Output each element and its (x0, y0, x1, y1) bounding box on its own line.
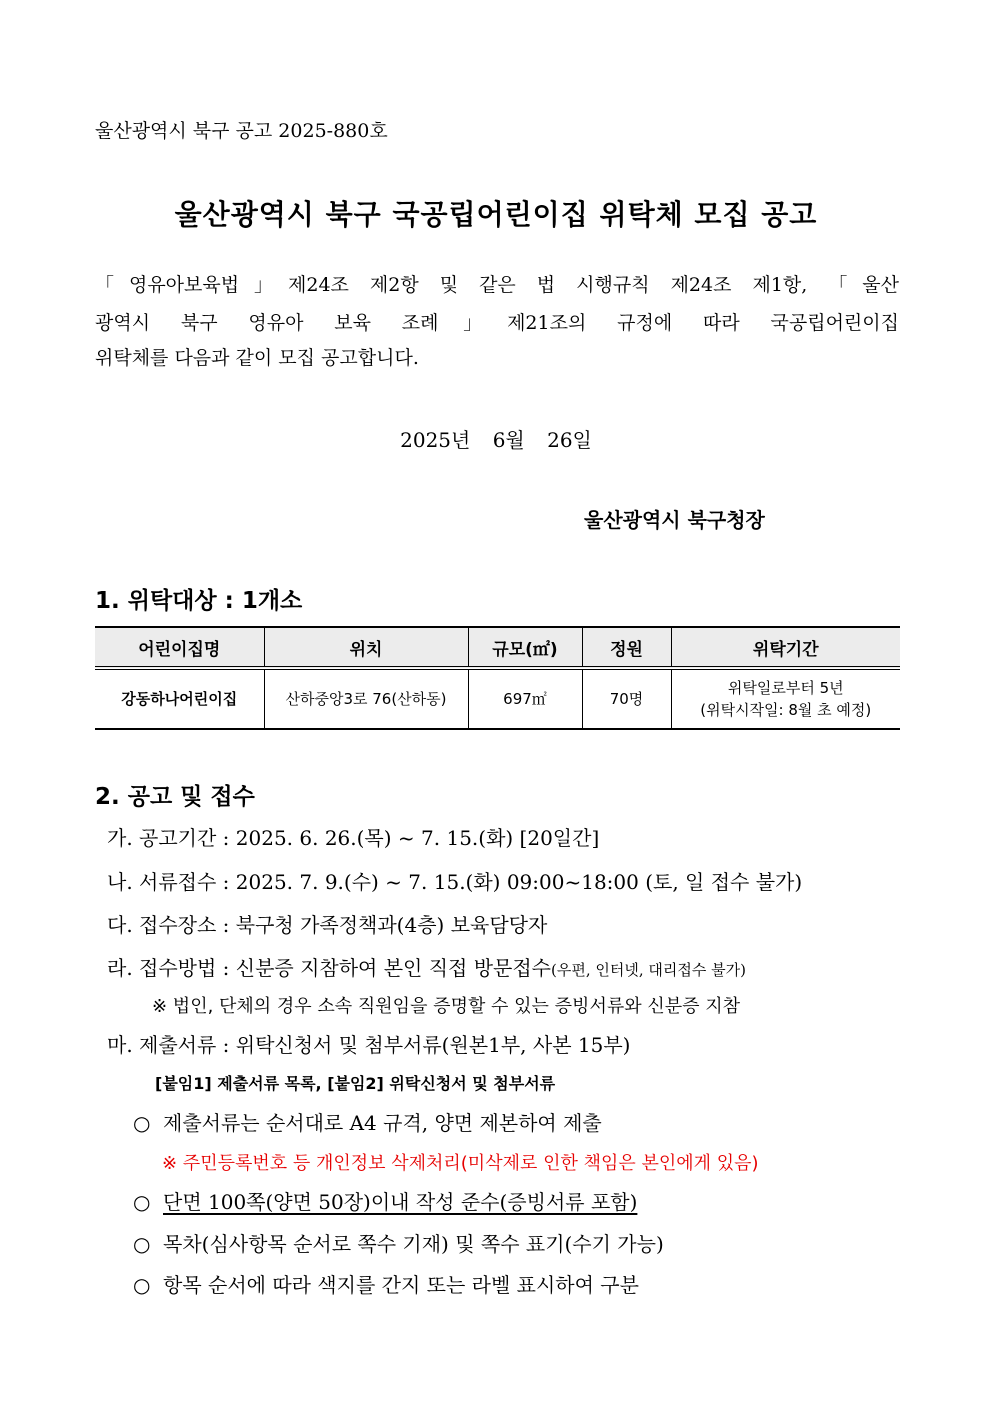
attachments-line: [붙임1] 제출서류 목록, [붙임2] 위탁신청서 및 첨부서류 (155, 1074, 556, 1093)
submission-method-main: 라. 접수방법 : 신분증 지참하여 본인 직접 방문접수 (107, 956, 551, 980)
submission-method-exception: (우편, 인터넷, 대리접수 불가) (551, 961, 746, 979)
circle-bullet-icon: ○ (133, 1273, 151, 1297)
bullet-table-of-contents (133, 1228, 664, 1257)
period-line-1: 위탁일로부터 5년 (727, 679, 844, 697)
circle-bullet-icon: ○ (133, 1111, 151, 1135)
signer: 울산광역시 북구청장 (584, 508, 765, 532)
header-capacity: 정원 (582, 627, 671, 668)
submission-method-note: ※ 법인, 단체의 경우 소속 직원임을 증명할 수 있는 증빙서류와 신분증 지참 (152, 996, 740, 1017)
bullet-binding (133, 1107, 602, 1136)
bullet-binding-text: 제출서류는 순서대로 A4 규격, 양면 제본하여 제출 (163, 1111, 602, 1135)
document-title: 울산광역시 북구 국공립어린이집 위탁체 모집 공고 (174, 198, 818, 231)
bullet-page-limit-text: 단면 100쪽(양면 50장)이내 작성 준수(증빙서류 포함) (163, 1190, 638, 1214)
header-location: 위치 (264, 627, 468, 668)
bullet-toc-text: 목차(심사항목 순서로 쪽수 기재) 및 쪽수 표기(수기 가능) (163, 1232, 664, 1256)
notice-date: 2025년 6월 26일 (400, 428, 592, 452)
section-2-title: 2. 공고 및 접수 (95, 784, 255, 810)
header-name: 어린이집명 (95, 627, 264, 668)
table-row (95, 668, 900, 729)
privacy-warning-note: ※ 주민등록번호 등 개인정보 삭제처리(미삭제로 인한 책임은 본인에게 있음) (162, 1153, 759, 1174)
item-submission-place: 다. 접수장소 : 북구청 가족정책과(4층) 보육담당자 (107, 913, 548, 937)
period-line-2: (위탁시작일: 8월 초 예정) (700, 701, 872, 719)
bullet-separators (133, 1269, 639, 1298)
intro-line-1: 「영유아보육법」제24조 제2항 및 같은 법 시행규칙 제24조 제1항, 「울산 (95, 274, 899, 296)
bullet-separators-text: 항목 순서에 따라 색지를 간지 또는 라벨 표시하여 구분 (163, 1273, 639, 1297)
item-notice-period: 가. 공고기간 : 2025. 6. 26.(목) ~ 7. 15.(화) [20일간] (107, 826, 600, 850)
target-table (95, 626, 900, 730)
cell-size: 697㎡ (468, 668, 582, 729)
header-size: 규모(㎡) (468, 627, 582, 668)
intro-line-2: 광역시 북구 영유아 보육 조례」제21조의 규정에 따라 국공립어린이집 (95, 312, 899, 334)
cell-name: 강동하나어린이집 (95, 668, 264, 729)
item-submission-period: 나. 서류접수 : 2025. 7. 9.(수) ~ 7. 15.(화) 09:00~18:00 (토, 일 접수 불가) (107, 870, 803, 894)
item-submission-method (107, 952, 746, 981)
cell-period (671, 668, 900, 729)
intro-line-3: 위탁체를 다음과 같이 모집 공고합니다. (95, 347, 419, 369)
circle-bullet-icon: ○ (133, 1190, 151, 1214)
section-1-title: 1. 위탁대상 : 1개소 (95, 588, 303, 614)
cell-capacity: 70명 (582, 668, 671, 729)
header-period: 위탁기간 (671, 627, 900, 668)
cell-location: 산하중앙3로 76(산하동) (264, 668, 468, 729)
table-header-row (95, 627, 900, 668)
circle-bullet-icon: ○ (133, 1232, 151, 1256)
notice-number: 울산광역시 북구 공고 2025-880호 (95, 120, 388, 142)
bullet-page-limit (133, 1186, 637, 1215)
item-required-documents: 마. 제출서류 : 위탁신청서 및 첨부서류(원본1부, 사본 15부) (107, 1033, 631, 1057)
